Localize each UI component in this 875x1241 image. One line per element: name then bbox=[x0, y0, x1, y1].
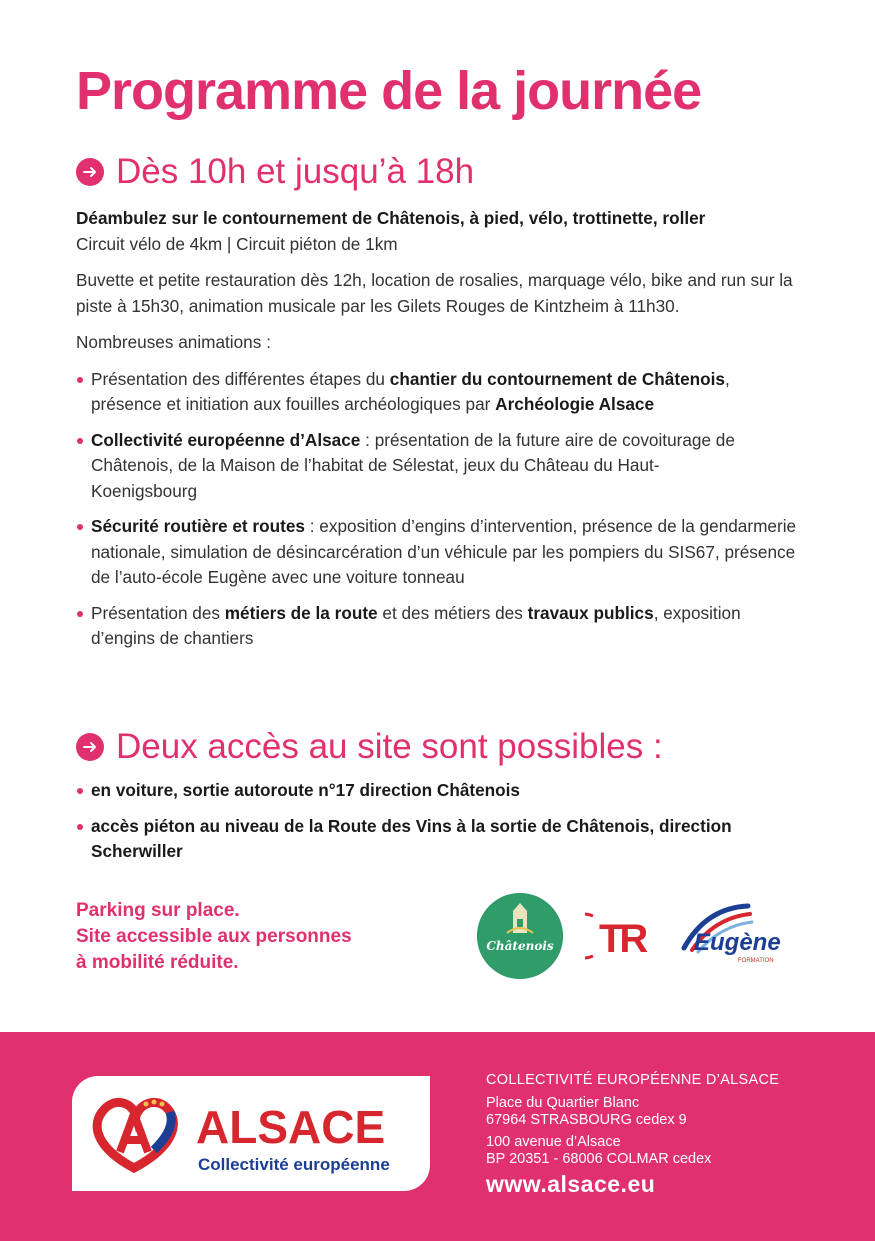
org-name: COLLECTIVITÉ EUROPÉENNE D’ALSACE bbox=[486, 1072, 780, 1088]
parking-line: Site accessible aux personnes bbox=[76, 926, 352, 947]
arrow-right-icon bbox=[76, 733, 104, 761]
eugene-logo bbox=[676, 900, 806, 977]
section-heading-text: Deux accès au site sont possibles : bbox=[116, 727, 663, 766]
services-text: Buvette et petite restauration dès 12h, location de rosalies, marquage vélo, bike and run sur la piste à 15h30, animation musicale par les Gilets Rouges de Kintzheim à 11h30. bbox=[76, 270, 793, 316]
list-item: Présentation des métiers de la route et des métiers des travaux publics, exposition d’engins de chantiers bbox=[76, 601, 791, 652]
list-item: en voiture, sortie autoroute n°17 direction Châtenois bbox=[76, 778, 821, 804]
address-line: 67964 STRASBOURG cedex 9 bbox=[486, 1112, 687, 1128]
animations-list bbox=[76, 367, 821, 652]
animations-label: Nombreuses animations : bbox=[76, 332, 271, 352]
page-title: Programme de la journée bbox=[76, 61, 702, 121]
eugene-logo-text: Eugène bbox=[694, 929, 781, 956]
eugene-logo-subtext: FORMATION bbox=[738, 958, 774, 964]
tr-logo-text: TR bbox=[599, 917, 645, 961]
footer-address bbox=[486, 1072, 780, 1197]
arrow-right-icon bbox=[76, 158, 104, 186]
tr-logo bbox=[585, 910, 657, 967]
parking-info bbox=[76, 898, 352, 976]
chatenois-logo bbox=[477, 893, 563, 979]
list-item: Sécurité routière et routes : exposition d’engins d’intervention, présence de la gendarmerie nationale, simulation de désincarcération d’un véhicule par les pompiers du SIS67, présence de l’auto-école Eugène avec une voiture tonneau bbox=[76, 514, 806, 591]
circuits-text: Circuit vélo de 4km | Circuit piéton de 1km bbox=[76, 233, 398, 254]
section-access-body bbox=[76, 778, 821, 865]
address-line: BP 20351 - 68006 COLMAR cedex bbox=[486, 1151, 712, 1167]
access-list bbox=[76, 778, 821, 865]
address-line: 100 avenue d’Alsace bbox=[486, 1134, 621, 1150]
alsace-logo-title: ALSACE bbox=[196, 1101, 386, 1153]
list-item: Collectivité européenne d’Alsace : présentation de la future aire de covoiturage de Châtenois, de la Maison de l’habitat de Sélestat, jeux du Château du Haut-Koenigsbourg bbox=[76, 428, 751, 505]
alsace-logo-subtitle: Collectivité européenne bbox=[198, 1155, 390, 1174]
section-heading-hours bbox=[76, 152, 474, 192]
list-item: Présentation des différentes étapes du chantier du contournement de Châtenois, présence et initiation aux fouilles archéologiques par Archéologie Alsace bbox=[76, 367, 781, 418]
section-heading-access bbox=[76, 727, 663, 767]
list-item: accès piéton au niveau de la Route des Vins à la sortie de Châtenois, direction Scherwiller bbox=[76, 814, 781, 865]
address-line: Place du Quartier Blanc bbox=[486, 1095, 640, 1111]
chatenois-logo-text: Châtenois bbox=[486, 939, 554, 953]
section-heading-text: Dès 10h et jusqu’à 18h bbox=[116, 152, 475, 191]
section-hours-body bbox=[76, 206, 821, 652]
website-link[interactable]: www.alsace.eu bbox=[486, 1171, 656, 1197]
parking-line: à mobilité réduite. bbox=[76, 952, 239, 973]
parking-line: Parking sur place. bbox=[76, 900, 240, 921]
alsace-logo bbox=[72, 1076, 430, 1191]
intro-text: Déambulez sur le contournement de Châtenois, à pied, vélo, trottinette, roller bbox=[76, 208, 706, 228]
